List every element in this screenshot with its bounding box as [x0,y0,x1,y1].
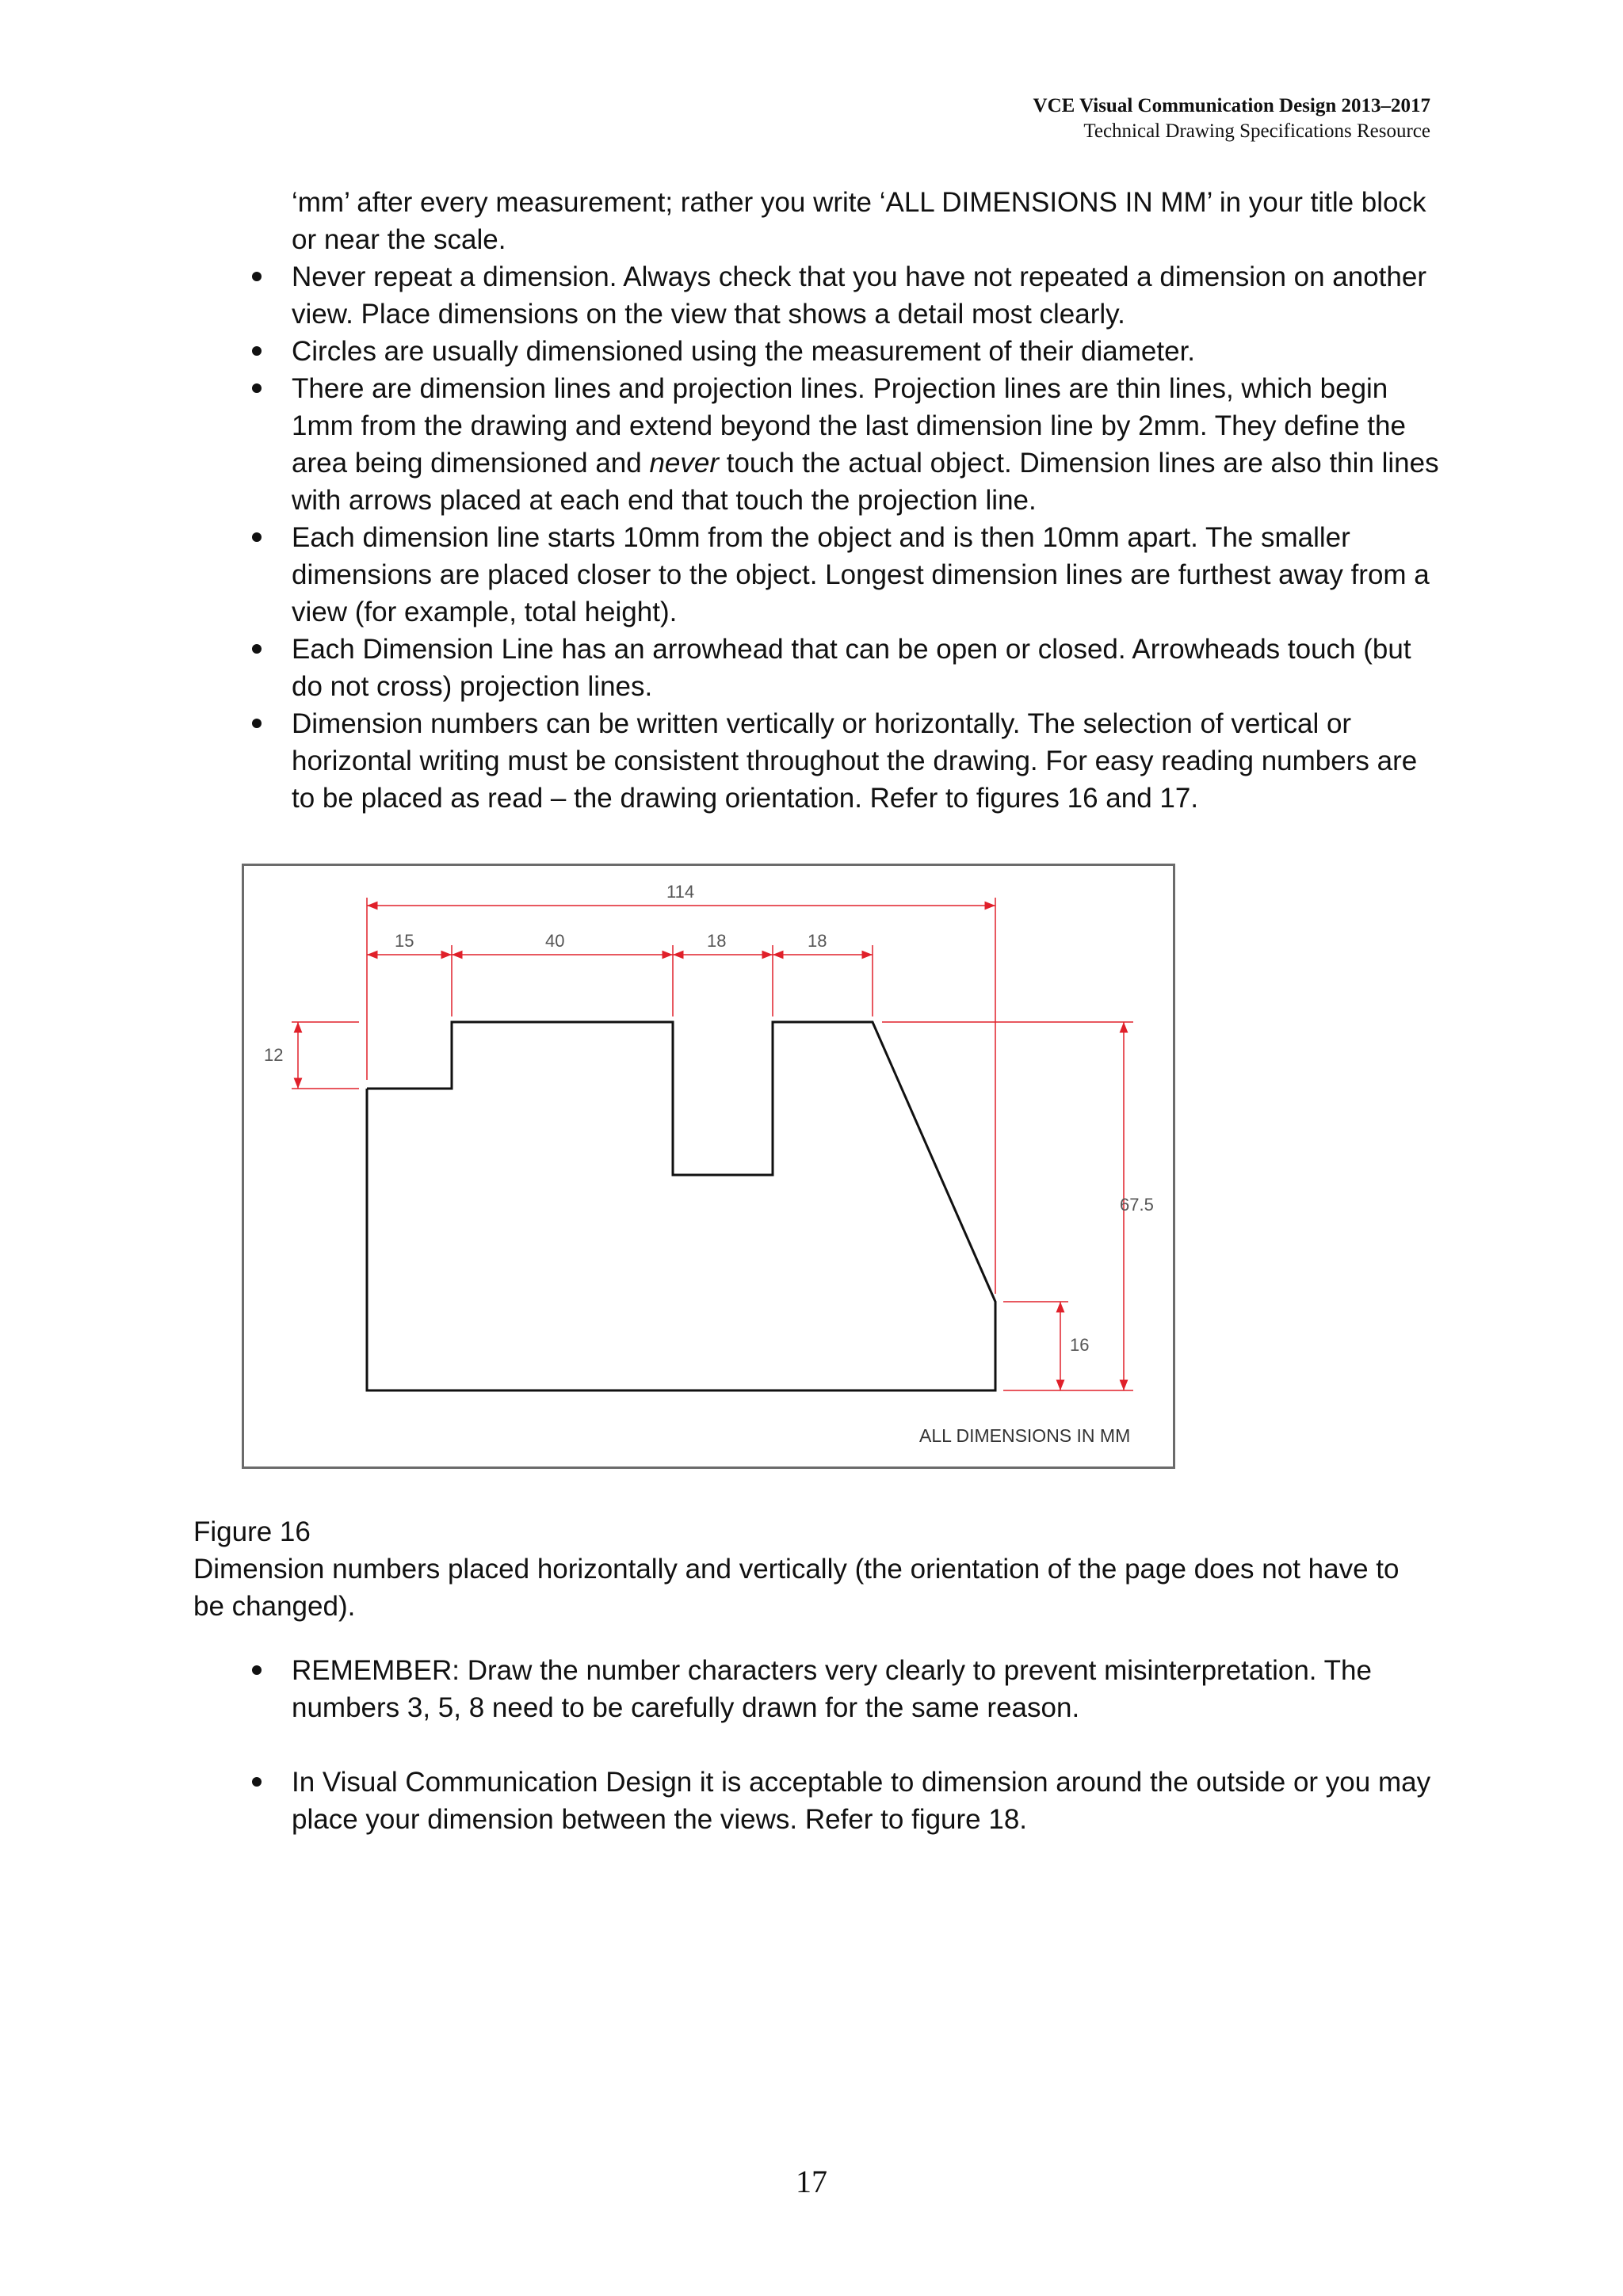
list-item: Dimension numbers can be written vertically or horizontally. The selection of vertical or horizontal writing must be consistent throughout the drawing. For easy reading numbers are to be placed as read – the drawing orientation. Refer to figures 16 and 17. [252,705,1441,817]
list-item: Each Dimension Line has an arrowhead that can be open or closed. Arrowheads touch (but do not cross) projection lines. [252,631,1441,705]
header-title: VCE Visual Communication Design 2013–2017 [1033,95,1430,116]
caption-text: Dimension numbers placed horizontally and vertically (the orientation of the page does not have to be changed). [193,1554,1400,1622]
emphasis-never: never [649,448,720,479]
figure-caption [193,1513,1430,1625]
intro-paragraph [292,184,1449,258]
dim-label-15: 15 [395,931,414,951]
bullet-icon [252,1665,262,1675]
bullet-icon [252,346,262,356]
dim-label-18b: 18 [808,931,827,951]
units-note: ALL DIMENSIONS IN MM [919,1425,1131,1446]
list-item: There are dimension lines and projection lines. Projection lines are thin lines, which begin 1mm from the drawing and extend beyond the last dimension line by 2mm. They define the area being dimensioned and never touch the actual object. Dimension lines are also thin lines with arrows placed at each end that touch the projection line. [252,370,1441,519]
bullet-icon [252,1777,262,1787]
caption-label: Figure 16 [193,1516,311,1547]
bullet-list [252,258,1441,817]
bullet-icon [252,272,262,281]
dim-label-67-5: 67.5 [1120,1195,1154,1215]
projection-lines [292,898,1133,1390]
dim-label-16: 16 [1070,1335,1090,1355]
list-item: In Visual Communication Design it is acceptable to dimension around the outside or you may place your dimension between the views. Refer to figure 18. [252,1764,1441,1838]
bullet-icon [252,719,262,728]
bullet-icon [252,644,262,654]
intro-line-2: or near the scale. [292,224,506,255]
dim-label-12: 12 [264,1045,284,1065]
list-item: Circles are usually dimensioned using the measurement of their diameter. [252,333,1441,370]
list-item: Each dimension line starts 10mm from the object and is then 10mm apart. The smaller dimensions are placed closer to the object. Longest dimension lines are furthest away from a view (for example, total height). [252,519,1441,631]
dim-label-40: 40 [545,931,565,951]
bullet-icon [252,532,262,542]
dimension-lines [298,906,1124,1390]
technical-drawing [244,866,1178,1471]
bullet-icon [252,383,262,393]
header-subtitle: Technical Drawing Specifications Resource [1083,120,1430,142]
document-header [1033,93,1430,144]
page-number: 17 [796,2164,827,2199]
intro-line-1: ‘mm’ after every measurement; rather you write ‘ALL DIMENSIONS IN MM’ in your title block [292,187,1426,218]
bullet-list-2 [252,1652,1441,1838]
list-item: Never repeat a dimension. Always check that you have not repeated a dimension on another view. Place dimensions on the view that shows a detail most clearly. [252,258,1441,333]
figure-16-drawing [242,864,1175,1469]
object-outline [367,1022,995,1390]
dim-label-18a: 18 [707,931,727,951]
list-item: REMEMBER: Draw the number characters very clearly to prevent misinterpretation. The numbers 3, 5, 8 need to be carefully drawn for the same reason. [252,1652,1441,1726]
dim-label-114: 114 [666,882,695,902]
